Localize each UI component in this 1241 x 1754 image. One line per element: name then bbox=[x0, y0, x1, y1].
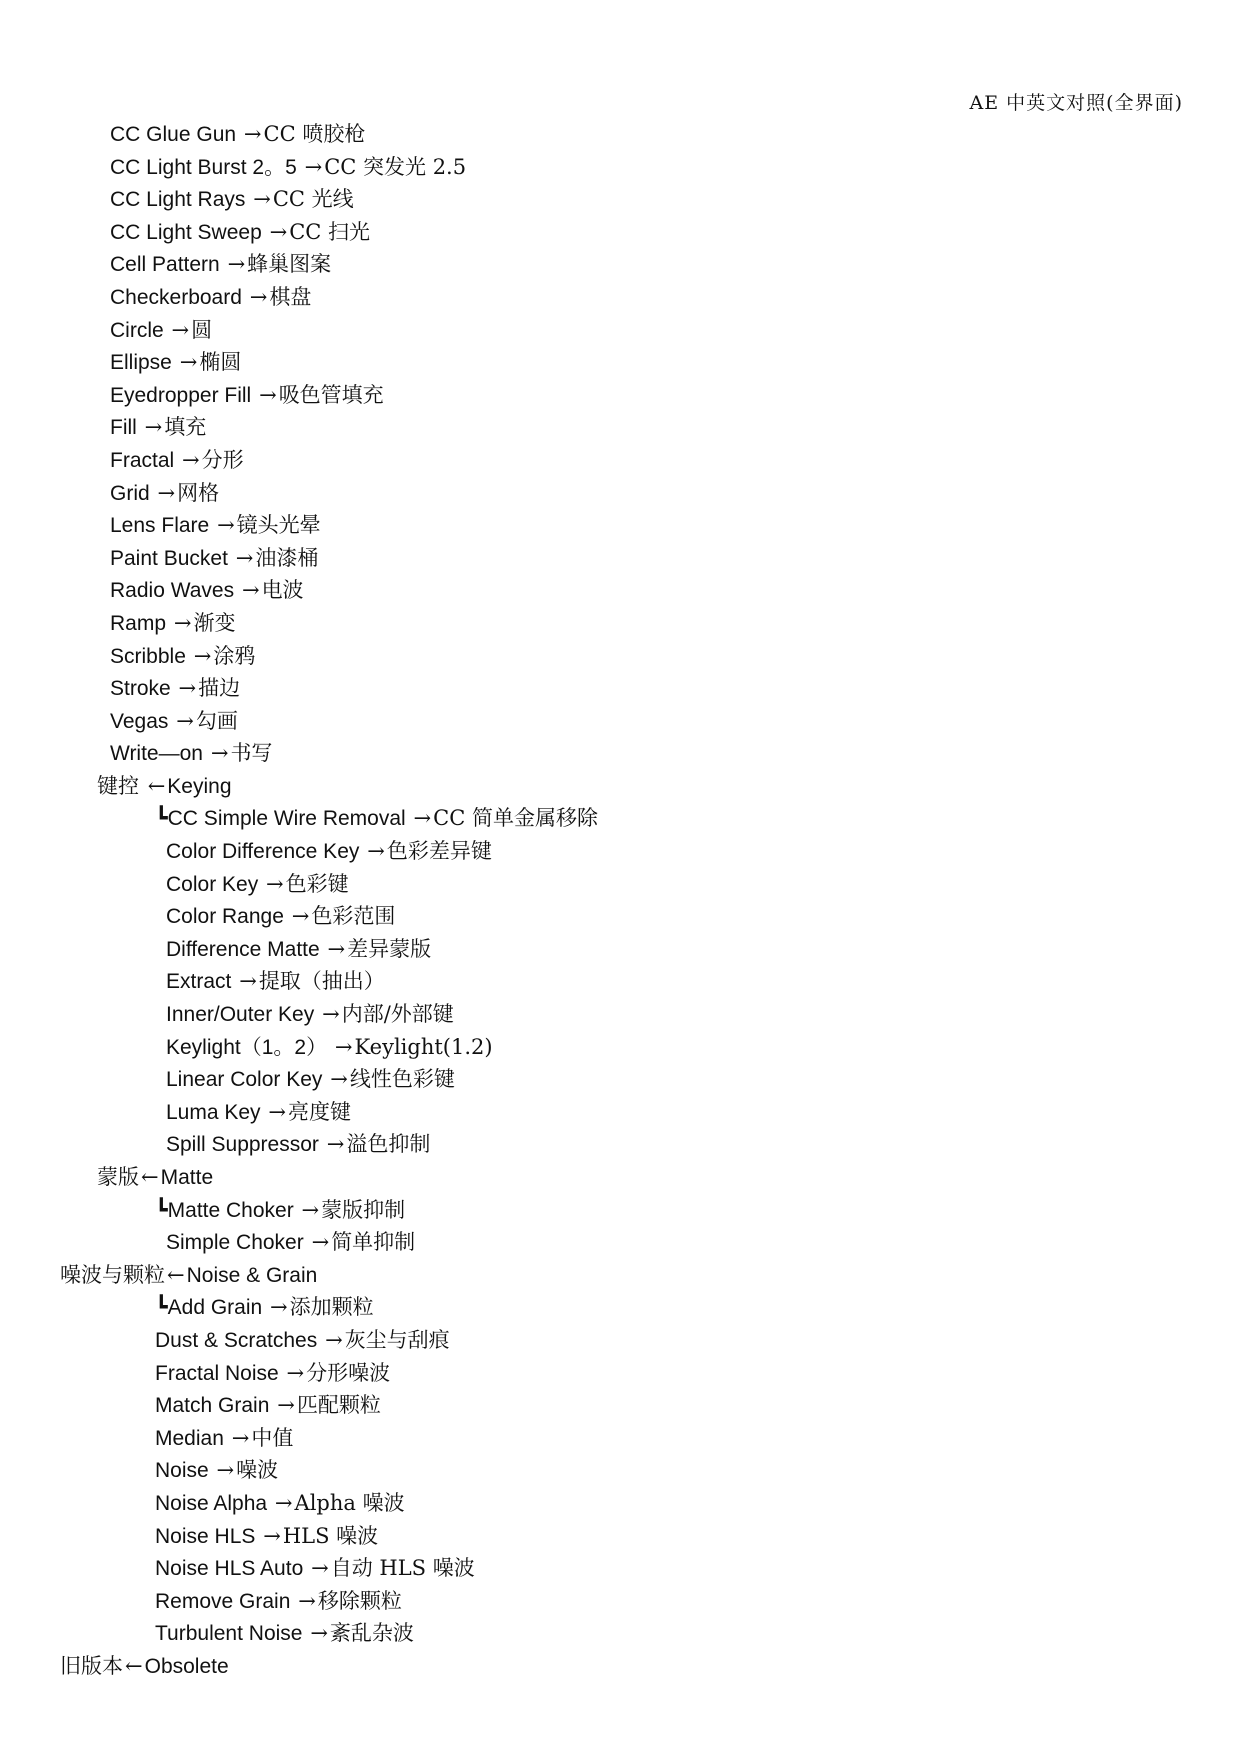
effect-name-en: Radio Waves bbox=[110, 579, 235, 603]
effect-name-zh: CC 扫光 bbox=[289, 219, 371, 244]
effect-name-zh: 移除颗粒 bbox=[317, 1588, 402, 1613]
list-item bbox=[0, 118, 1241, 151]
list-item bbox=[0, 672, 1241, 705]
list-item bbox=[0, 379, 1241, 412]
arrow-right-icon: → bbox=[182, 447, 200, 472]
arrow-right-icon: → bbox=[173, 610, 192, 635]
effect-name-en: Scribble bbox=[110, 644, 186, 668]
effect-name-zh: 灰尘与刮痕 bbox=[344, 1327, 450, 1352]
effect-name-en: ┗Matte Choker bbox=[155, 1198, 294, 1222]
effect-name-zh: HLS 噪波 bbox=[282, 1523, 379, 1548]
effect-name-zh: 提取（抽出） bbox=[258, 969, 385, 994]
list-item bbox=[0, 411, 1241, 444]
effect-name-en: Inner/Outer Key bbox=[166, 1003, 315, 1027]
page-header: AE 中英文对照(全界面) bbox=[969, 92, 1183, 114]
effect-name-zh: 自动 HLS 噪波 bbox=[330, 1556, 475, 1581]
effect-name-en: ┗Add Grain bbox=[155, 1296, 263, 1320]
arrow-right-icon: → bbox=[322, 1002, 340, 1027]
arrow-left-icon: ← bbox=[141, 1165, 159, 1189]
effect-name-en: Median bbox=[155, 1426, 224, 1450]
arrow-right-icon: → bbox=[286, 1360, 305, 1385]
list-item bbox=[0, 1617, 1241, 1650]
effect-name-en: Checkerboard bbox=[110, 285, 242, 309]
effect-name-zh: Alpha 噪波 bbox=[294, 1490, 405, 1515]
list-item bbox=[0, 1194, 1241, 1227]
effect-name-en: Dust & Scratches bbox=[155, 1328, 318, 1352]
effects-list bbox=[0, 118, 1241, 1683]
list-item bbox=[0, 802, 1241, 835]
arrow-right-icon: → bbox=[327, 936, 346, 961]
category-name-en: Matte bbox=[160, 1166, 214, 1189]
effect-name-en: Difference Matte bbox=[166, 937, 320, 961]
arrow-right-icon: → bbox=[176, 708, 194, 733]
arrow-right-icon: → bbox=[269, 219, 288, 244]
arrow-right-icon: → bbox=[231, 1425, 250, 1450]
arrow-left-icon: ← bbox=[147, 773, 166, 798]
list-item bbox=[0, 607, 1241, 640]
effect-name-zh: 油漆桶 bbox=[255, 545, 319, 570]
effect-name-en: Color Range bbox=[166, 905, 284, 929]
arrow-right-icon: → bbox=[178, 676, 197, 701]
category-name-zh: 旧版本 bbox=[60, 1653, 123, 1678]
effect-name-en: Simple Choker bbox=[166, 1231, 304, 1255]
effect-name-zh: 线性色彩键 bbox=[349, 1067, 455, 1092]
effect-name-en: Fractal bbox=[110, 448, 175, 472]
arrow-right-icon: → bbox=[144, 415, 163, 440]
list-item bbox=[0, 183, 1241, 216]
effect-name-zh: 电波 bbox=[261, 578, 304, 603]
list-item bbox=[0, 216, 1241, 249]
effect-name-zh: 蜂巢图案 bbox=[247, 252, 332, 277]
arrow-right-icon: → bbox=[263, 1523, 281, 1548]
arrow-right-icon: → bbox=[301, 1197, 320, 1222]
effect-name-en: Circle bbox=[110, 318, 164, 342]
list-item bbox=[0, 574, 1241, 607]
effect-name-zh: 填充 bbox=[164, 415, 207, 440]
effect-name-zh: CC 喷胶枪 bbox=[263, 122, 366, 146]
category-row bbox=[0, 770, 1241, 803]
arrow-right-icon: → bbox=[304, 154, 323, 179]
list-item bbox=[0, 1357, 1241, 1390]
arrow-right-icon: → bbox=[325, 1327, 343, 1352]
effect-name-en: Color Key bbox=[166, 872, 259, 896]
effect-name-en: ┗CC Simple Wire Removal bbox=[155, 807, 406, 831]
arrow-right-icon: → bbox=[193, 643, 212, 668]
effect-name-en: CC Light Burst 2。5 bbox=[110, 155, 297, 179]
arrow-right-icon: → bbox=[310, 1621, 328, 1646]
effect-name-zh: 内部/外部键 bbox=[341, 1002, 454, 1027]
list-item bbox=[0, 1031, 1241, 1064]
list-item bbox=[0, 151, 1241, 184]
list-item bbox=[0, 346, 1241, 379]
arrow-right-icon: → bbox=[241, 578, 260, 603]
effect-name-en: Grid bbox=[110, 481, 150, 505]
arrow-right-icon: → bbox=[253, 187, 271, 212]
arrow-right-icon: → bbox=[311, 1230, 330, 1255]
arrow-right-icon: → bbox=[334, 1034, 353, 1059]
effect-name-zh: 涂鸦 bbox=[213, 643, 256, 668]
list-item bbox=[0, 998, 1241, 1031]
arrow-right-icon: → bbox=[243, 122, 262, 146]
arrow-right-icon: → bbox=[268, 1099, 287, 1124]
list-item bbox=[0, 640, 1241, 673]
list-item bbox=[0, 444, 1241, 477]
list-item bbox=[0, 1552, 1241, 1585]
list-item bbox=[0, 477, 1241, 510]
effect-name-zh: 棋盘 bbox=[269, 284, 312, 309]
list-item bbox=[0, 1291, 1241, 1324]
effect-name-zh: 分形 bbox=[201, 447, 244, 472]
arrow-right-icon: → bbox=[171, 317, 190, 342]
effect-name-zh: CC 简单金属移除 bbox=[433, 806, 598, 831]
effect-name-zh: 色彩范围 bbox=[311, 904, 396, 929]
effect-name-zh: 差异蒙版 bbox=[347, 936, 432, 961]
effect-name-en: Noise HLS Auto bbox=[155, 1557, 304, 1581]
arrow-right-icon: → bbox=[157, 480, 176, 505]
effect-name-en: CC Glue Gun bbox=[110, 123, 237, 146]
list-item bbox=[0, 1096, 1241, 1129]
effect-name-zh: 蒙版抑制 bbox=[321, 1197, 406, 1222]
effect-name-zh: 色彩差异键 bbox=[386, 839, 492, 864]
list-item bbox=[0, 1389, 1241, 1422]
list-item bbox=[0, 1063, 1241, 1096]
effect-name-zh: 勾画 bbox=[195, 708, 238, 733]
effect-name-zh: 添加颗粒 bbox=[289, 1295, 374, 1320]
arrow-right-icon: → bbox=[259, 382, 277, 407]
effect-name-zh: 渐变 bbox=[193, 610, 236, 635]
list-item bbox=[0, 509, 1241, 542]
effect-name-zh: 溢色抑制 bbox=[346, 1132, 431, 1157]
arrow-right-icon: → bbox=[217, 513, 235, 538]
effect-name-en: CC Light Sweep bbox=[110, 220, 262, 244]
category-name-en: Obsolete bbox=[144, 1654, 229, 1678]
arrow-right-icon: → bbox=[311, 1556, 329, 1581]
effect-name-en: Noise Alpha bbox=[155, 1491, 268, 1515]
effect-name-zh: 网格 bbox=[177, 480, 220, 505]
arrow-left-icon: ← bbox=[125, 1653, 143, 1678]
effect-name-en: Lens Flare bbox=[110, 514, 210, 538]
list-item bbox=[0, 737, 1241, 770]
effect-name-zh: CC 突发光 2.5 bbox=[324, 154, 467, 179]
category-name-zh: 键控 bbox=[97, 773, 146, 798]
category-name-en: Noise & Grain bbox=[186, 1263, 318, 1287]
list-item bbox=[0, 542, 1241, 575]
arrow-right-icon: → bbox=[270, 1295, 288, 1320]
arrow-right-icon: → bbox=[216, 1458, 235, 1483]
effect-name-en: Extract bbox=[166, 970, 232, 994]
list-item bbox=[0, 705, 1241, 738]
effect-name-zh: 椭圆 bbox=[199, 350, 242, 375]
effect-name-en: Remove Grain bbox=[155, 1589, 291, 1613]
list-item bbox=[0, 1454, 1241, 1487]
effect-name-en: Paint Bucket bbox=[110, 546, 228, 570]
effect-name-zh: 书写 bbox=[230, 741, 273, 766]
list-item bbox=[0, 1128, 1241, 1161]
arrow-right-icon: → bbox=[266, 871, 284, 896]
arrow-right-icon: → bbox=[179, 350, 198, 375]
arrow-left-icon: ← bbox=[167, 1262, 185, 1287]
effect-name-en: Eyedropper Fill bbox=[110, 383, 252, 407]
effect-name-zh: 紊乱杂波 bbox=[329, 1621, 414, 1646]
effect-name-en: Luma Key bbox=[166, 1100, 261, 1124]
list-item bbox=[0, 1226, 1241, 1259]
effect-name-en: Spill Suppressor bbox=[166, 1133, 319, 1157]
category-row bbox=[0, 1161, 1241, 1194]
arrow-right-icon: → bbox=[274, 1490, 293, 1515]
effect-name-en: Cell Pattern bbox=[110, 253, 220, 277]
list-item bbox=[0, 900, 1241, 933]
category-name-zh: 噪波与颗粒 bbox=[60, 1262, 165, 1287]
effect-name-zh: 描边 bbox=[198, 676, 241, 701]
effect-name-en: Write—on bbox=[110, 742, 203, 766]
effect-name-en: Fractal Noise bbox=[155, 1361, 279, 1385]
effect-name-zh: 噪波 bbox=[236, 1458, 279, 1483]
effect-name-zh: 中值 bbox=[251, 1425, 294, 1450]
effect-name-en: Ellipse bbox=[110, 351, 172, 375]
effect-name-zh: 简单抑制 bbox=[331, 1230, 416, 1255]
effect-name-en: CC Light Rays bbox=[110, 188, 246, 212]
effect-name-zh: CC 光线 bbox=[272, 187, 354, 212]
arrow-right-icon: → bbox=[413, 806, 432, 831]
arrow-right-icon: → bbox=[298, 1588, 316, 1613]
list-item bbox=[0, 1422, 1241, 1455]
effect-name-zh: 亮度键 bbox=[288, 1099, 352, 1124]
list-item bbox=[0, 1520, 1241, 1553]
effect-name-zh: 镜头光晕 bbox=[236, 513, 321, 538]
effect-name-zh: 色彩键 bbox=[285, 871, 349, 896]
effect-name-en: Match Grain bbox=[155, 1394, 270, 1418]
effect-name-zh: Keylight(1.2) bbox=[354, 1034, 493, 1059]
arrow-right-icon: → bbox=[235, 545, 254, 570]
category-row bbox=[0, 1259, 1241, 1292]
effect-name-en: Ramp bbox=[110, 611, 167, 635]
effect-name-en: Stroke bbox=[110, 677, 171, 701]
effect-name-en: Turbulent Noise bbox=[155, 1622, 303, 1646]
effect-name-en: Noise HLS bbox=[155, 1524, 256, 1548]
list-item bbox=[0, 868, 1241, 901]
arrow-right-icon: → bbox=[239, 969, 257, 994]
list-item bbox=[0, 314, 1241, 347]
arrow-right-icon: → bbox=[277, 1393, 295, 1418]
effect-name-en: Fill bbox=[110, 416, 137, 440]
category-name-zh: 蒙版 bbox=[97, 1165, 139, 1189]
arrow-right-icon: → bbox=[326, 1132, 345, 1157]
arrow-right-icon: → bbox=[249, 284, 268, 309]
arrow-right-icon: → bbox=[227, 252, 246, 277]
list-item bbox=[0, 1487, 1241, 1520]
list-item bbox=[0, 933, 1241, 966]
effect-name-en: Vegas bbox=[110, 709, 169, 733]
list-item bbox=[0, 1324, 1241, 1357]
category-name-en: Keying bbox=[167, 774, 232, 798]
list-item bbox=[0, 248, 1241, 281]
arrow-right-icon: → bbox=[291, 904, 310, 929]
list-item bbox=[0, 281, 1241, 314]
effect-name-en: Color Difference Key bbox=[166, 840, 360, 864]
effect-name-zh: 圆 bbox=[191, 317, 213, 342]
list-item bbox=[0, 835, 1241, 868]
effect-name-zh: 分形噪波 bbox=[306, 1360, 391, 1385]
list-item bbox=[0, 965, 1241, 998]
effect-name-en: Keylight（1。2） bbox=[166, 1035, 328, 1059]
arrow-right-icon: → bbox=[330, 1067, 348, 1092]
effect-name-zh: 吸色管填充 bbox=[278, 382, 384, 407]
category-row bbox=[0, 1650, 1241, 1683]
effect-name-en: Noise bbox=[155, 1459, 209, 1483]
effect-name-en: Linear Color Key bbox=[166, 1068, 323, 1092]
list-item bbox=[0, 1585, 1241, 1618]
arrow-right-icon: → bbox=[210, 741, 229, 766]
effect-name-zh: 匹配颗粒 bbox=[296, 1393, 381, 1418]
arrow-right-icon: → bbox=[367, 839, 385, 864]
